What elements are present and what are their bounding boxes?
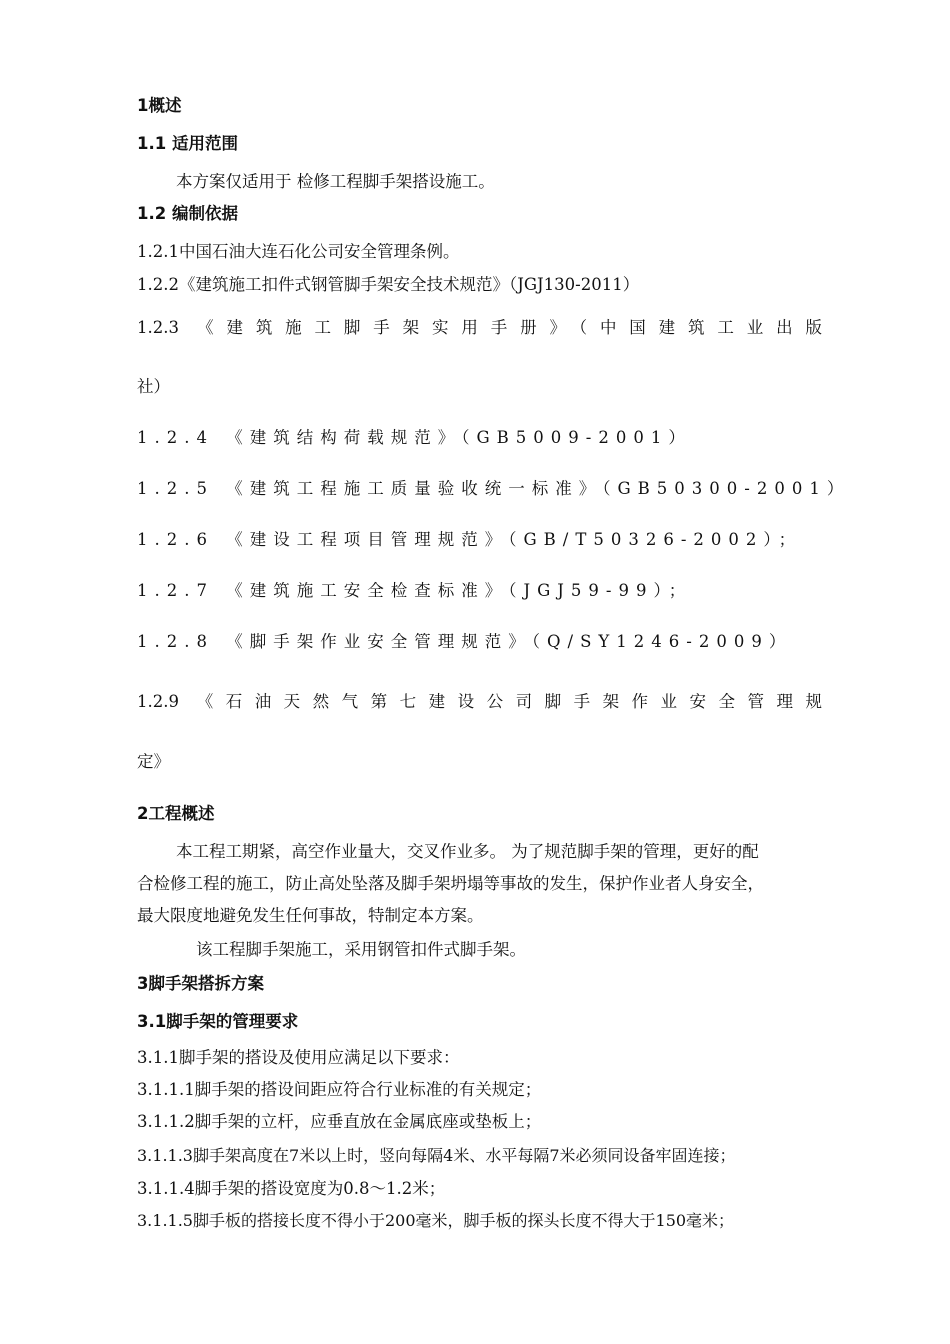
reference-1-2-3-line2: 社） [137,377,170,396]
section-2-heading: 2工程概述 [137,804,215,823]
reference-1-2-3-line1: 1.2.3 《建筑施工脚手架实用手册》（中国建筑工业出版 [137,318,822,337]
section-1-heading: 1概述 [137,96,182,115]
section-2-para1-line3: 最大限度地避免发生任何事故，特制定本方案。 [137,906,484,925]
reference-1-2-5: 1.2.5 《建筑工程施工质量验收统一标准》（GB50300-2001） [137,479,851,498]
item-3-1-1-4: 3.1.1.4脚手架的搭设宽度为0.8～1.2米； [137,1179,446,1198]
section-1-2-heading: 1.2 编制依据 [137,204,238,223]
section-2-para2: 该工程脚手架施工，采用钢管扣件式脚手架。 [196,940,526,959]
item-3-1-1-1: 3.1.1.1脚手架的搭设间距应符合行业标准的有关规定； [137,1080,542,1099]
item-3-1-1-3: 3.1.1.3脚手架高度在7米以上时，竖向每隔4米、水平每隔7米必须同设备牢固连接； [137,1146,736,1165]
reference-1-2-2: 1.2.2《建筑施工扣件式钢管脚手架安全技术规范》（JGJ130-2011） [137,275,640,294]
reference-1-2-7: 1.2.7 《建筑施工安全检查标准》（JGJ59-99）； [137,581,693,600]
section-1-1-body: 本方案仅适用于 检修工程脚手架搭设施工。 [176,172,495,191]
section-1-1-heading: 1.1 适用范围 [137,134,238,153]
reference-1-2-8: 1.2.8 《脚手架作业安全管理规范》（Q/SY1246-2009） [137,632,793,651]
section-2-para1-line1: 本工程工期紧，高空作业量大，交叉作业多。 为了规范脚手架的管理，更好的配 [176,842,759,861]
reference-1-2-4: 1.2.4 《建筑结构荷载规范》（GB5009-2001） [137,428,692,447]
item-3-1-1-2: 3.1.1.2脚手架的立杆，应垂直放在金属底座或垫板上； [137,1112,542,1131]
section-2-para1-line2: 合检修工程的施工，防止高处坠落及脚手架坍塌等事故的发生，保护作业者人身安全， [137,874,764,893]
item-3-1-1-5: 3.1.1.5脚手板的搭接长度不得小于200毫米，脚手板的探头长度不得大于150毫米； [137,1211,735,1230]
section-3-1-heading: 3.1脚手架的管理要求 [137,1012,299,1031]
reference-1-2-1: 1.2.1中国石油大连石化公司安全管理条例。 [137,242,460,261]
item-3-1-1: 3.1.1脚手架的搭设及使用应满足以下要求： [137,1048,460,1067]
reference-1-2-9-line2: 定》 [137,752,170,771]
reference-1-2-9-line1: 1.2.9 《石油天然气第七建设公司脚手架作业安全管理规 [137,692,822,711]
reference-1-2-6: 1.2.6 《建设工程项目管理规范》（GB/T50326-2002）； [137,530,803,549]
section-3-heading: 3脚手架搭拆方案 [137,974,264,993]
